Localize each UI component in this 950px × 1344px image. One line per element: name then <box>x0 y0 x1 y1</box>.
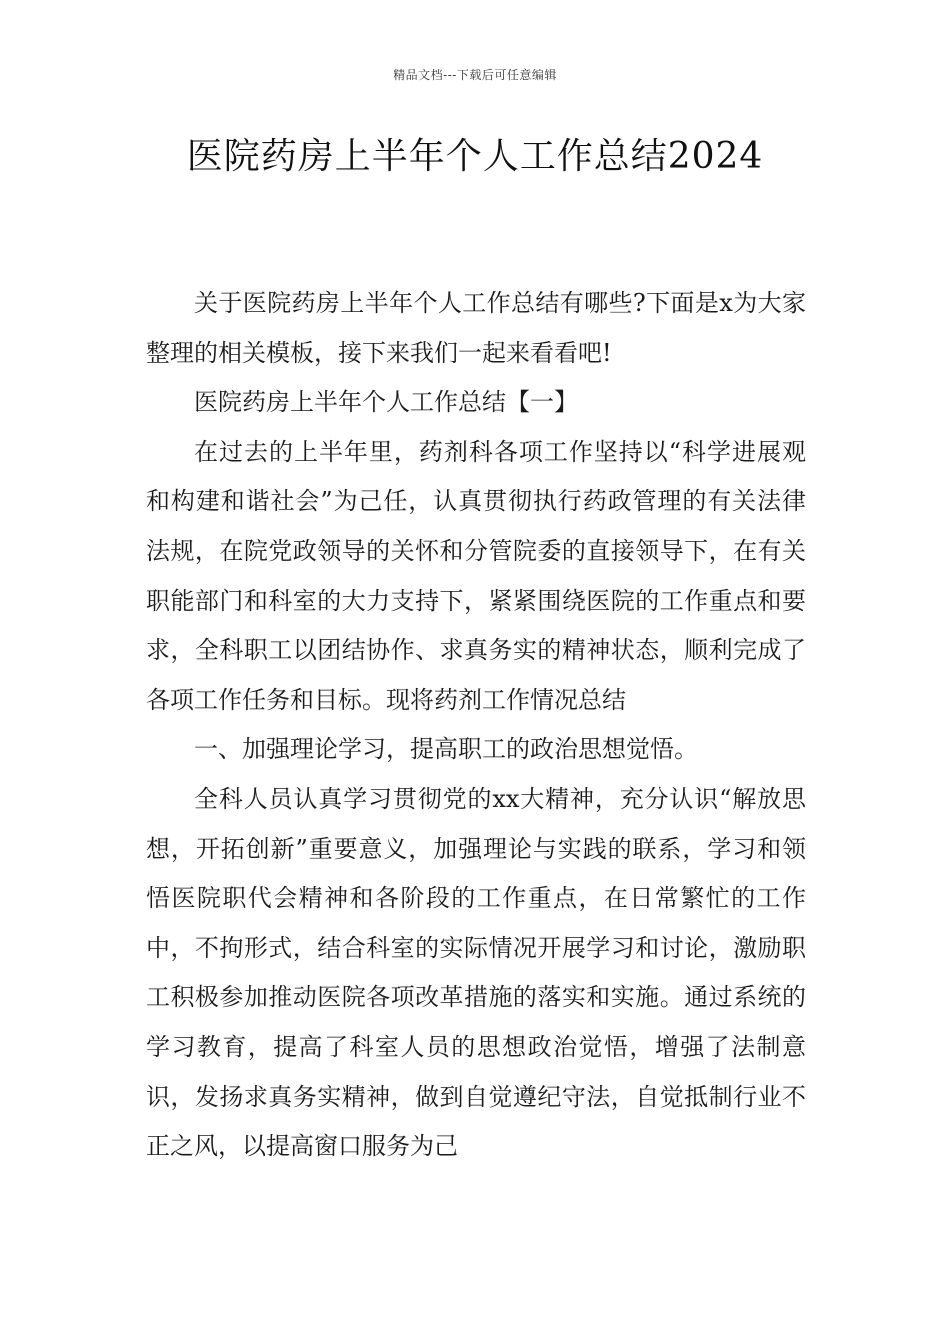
body-paragraph: 在过去的上半年里，药剂科各项工作坚持以“科学进展观和构建和谐社会”为己任，认真贯彻执行药政管理的有关法律法规，在院党政领导的关怀和分管院委的直接领导下，在有关职能部门和科室的大力支持下，紧紧围绕医院的工作重点和要求，全科职工以团结协作、求真务实的精神状态，顺利完成了各项工作任务和目标。现将药剂工作情况总结 <box>146 437 806 714</box>
intro-paragraph: 关于医院药房上半年个人工作总结有哪些?下面是x为大家整理的相关模板，接下来我们一起来看看吧! <box>146 289 806 367</box>
document-title: 医院药房上半年个人工作总结2024 <box>186 136 764 177</box>
page-header-note: 精品文档---下载后可任意编辑 <box>393 68 557 82</box>
section-heading: 医院药房上半年个人工作总结【一】 <box>194 388 578 417</box>
subsection-heading: 一、加强理论学习，提高职工的政治思想觉悟。 <box>194 735 698 764</box>
document-body <box>146 279 806 1172</box>
body-paragraph: 全科人员认真学习贯彻党的xx大精神，充分认识“解放思想，开拓创新”重要意义，加强理论与实践的联系，学习和领悟医院职代会精神和各阶段的工作重点，在日常繁忙的工作中，不拘形式，结合科室的实际情况开展学习和讨论，激励职工积极参加推动医院各项改革措施的落实和实施。通过系统的学习教育，提高了科室人员的思想政治觉悟，增强了法制意识，发扬求真务实精神，做到自觉遵纪守法，自觉抵制行业不正之风，以提高窗口服务为己 <box>146 784 806 1161</box>
